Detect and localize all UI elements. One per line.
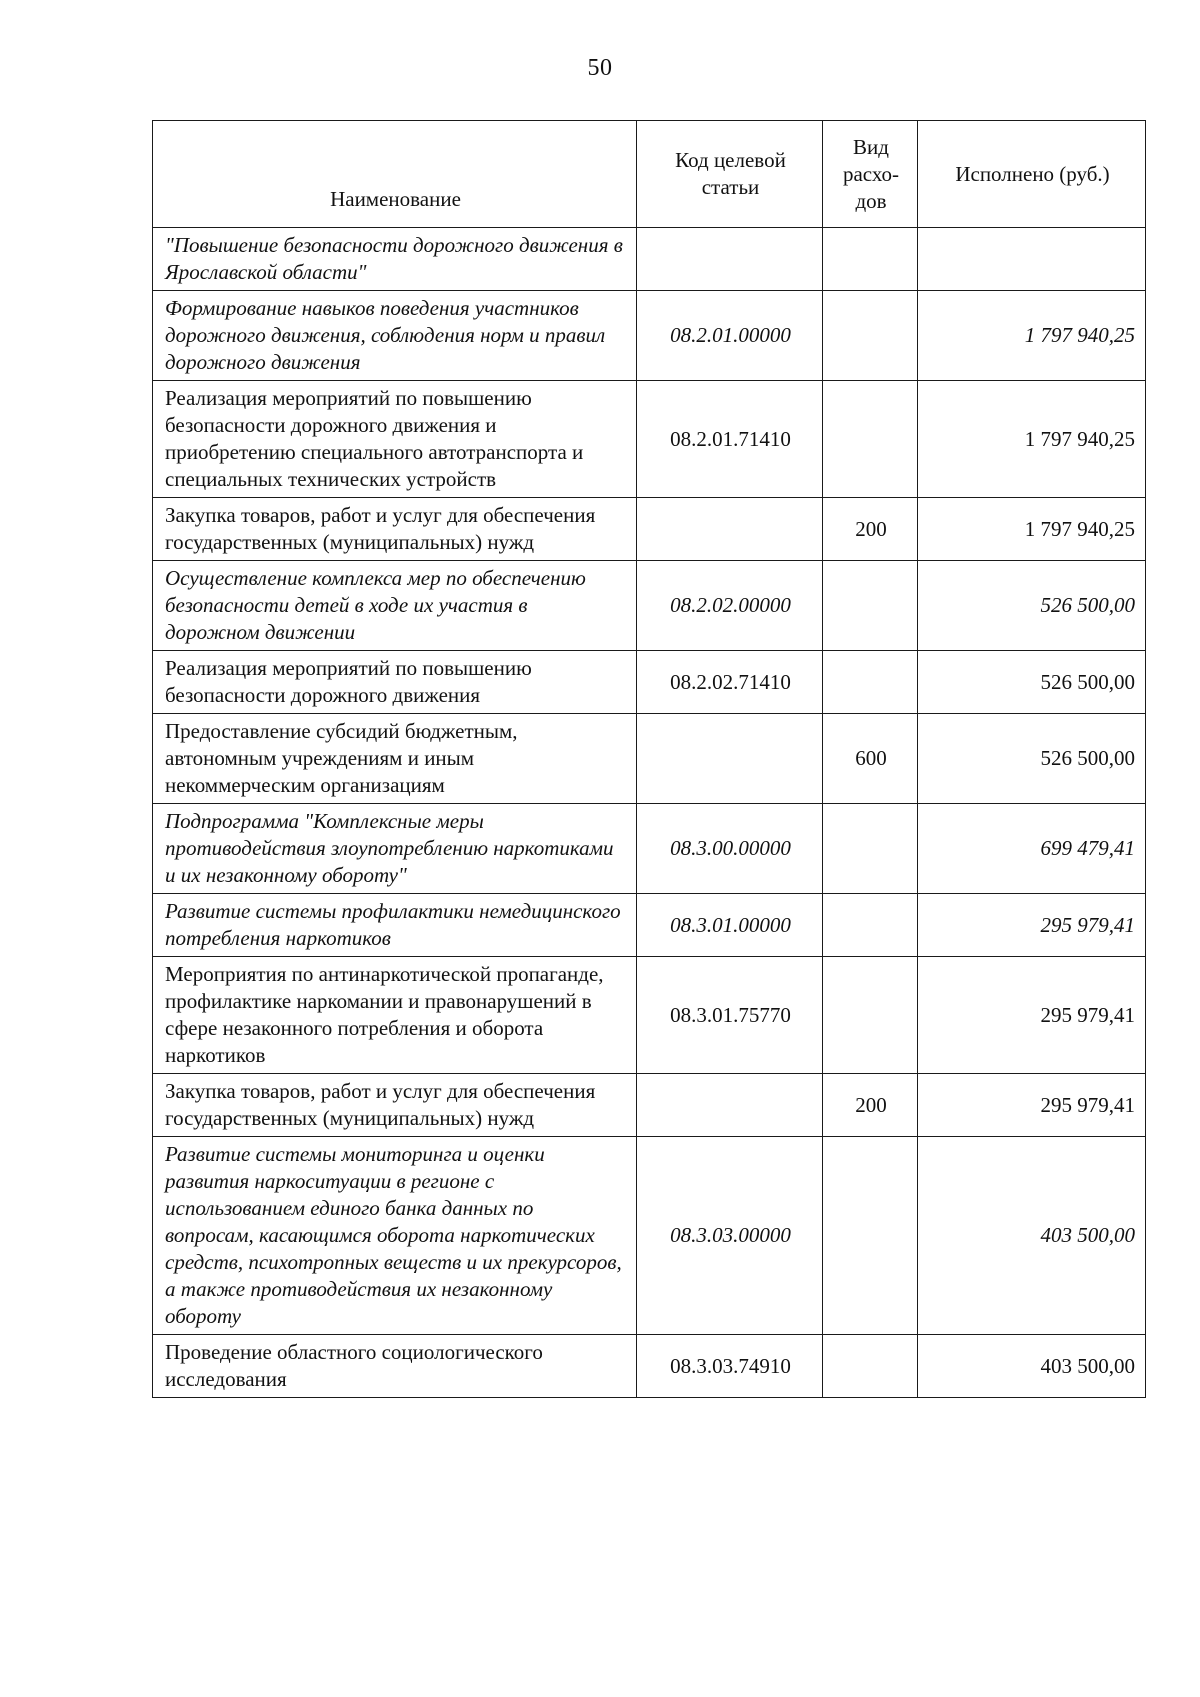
row-amount-cell: 526 500,00	[918, 561, 1146, 651]
row-name-cell: Закупка товаров, работ и услуг для обеспечения государственных (муниципальных) нужд	[153, 498, 637, 561]
row-code-cell	[637, 228, 823, 291]
table-row	[153, 714, 1146, 804]
table-row	[153, 498, 1146, 561]
row-amount-cell: 295 979,41	[918, 894, 1146, 957]
row-type-cell	[823, 894, 918, 957]
row-amount-cell: 1 797 940,25	[918, 291, 1146, 381]
header-code: Код целевой статьи	[637, 121, 823, 228]
table-row	[153, 1074, 1146, 1137]
table-row	[153, 381, 1146, 498]
row-amount-cell: 1 797 940,25	[918, 381, 1146, 498]
row-code-cell	[637, 714, 823, 804]
row-code-cell	[637, 498, 823, 561]
row-amount-cell: 295 979,41	[918, 957, 1146, 1074]
row-type-cell	[823, 651, 918, 714]
table-row	[153, 228, 1146, 291]
row-name-cell: Подпрограмма "Комплексные меры противодействия злоупотреблению наркотиками и их незаконному обороту"	[153, 804, 637, 894]
row-amount-cell: 526 500,00	[918, 714, 1146, 804]
row-code-cell: 08.2.02.71410	[637, 651, 823, 714]
row-type-cell	[823, 1335, 918, 1398]
row-name-cell: "Повышение безопасности дорожного движения в Ярославской области"	[153, 228, 637, 291]
row-amount-cell: 403 500,00	[918, 1335, 1146, 1398]
row-code-cell: 08.3.00.00000	[637, 804, 823, 894]
row-code-cell: 08.2.02.00000	[637, 561, 823, 651]
row-amount-cell: 403 500,00	[918, 1137, 1146, 1335]
table-row	[153, 1137, 1146, 1335]
row-name-cell: Развитие системы профилактики немедицинского потребления наркотиков	[153, 894, 637, 957]
row-type-cell: 600	[823, 714, 918, 804]
row-type-cell	[823, 291, 918, 381]
row-type-cell	[823, 561, 918, 651]
row-type-cell	[823, 381, 918, 498]
row-type-cell	[823, 804, 918, 894]
row-type-cell	[823, 1137, 918, 1335]
table-row	[153, 1335, 1146, 1398]
table-header-row	[153, 121, 1146, 228]
row-code-cell: 08.3.03.00000	[637, 1137, 823, 1335]
row-code-cell: 08.3.01.00000	[637, 894, 823, 957]
row-type-cell: 200	[823, 498, 918, 561]
header-name: Наименование	[153, 121, 637, 228]
table-row	[153, 651, 1146, 714]
row-type-cell: 200	[823, 1074, 918, 1137]
row-name-cell: Предоставление субсидий бюджетным, автономным учреждениям и иным некоммерческим организациям	[153, 714, 637, 804]
row-code-cell: 08.2.01.71410	[637, 381, 823, 498]
row-name-cell: Реализация мероприятий по повышению безопасности дорожного движения и приобретению специального автотранспорта и специальных технических устройств	[153, 381, 637, 498]
header-type: Вид расхо-дов	[823, 121, 918, 228]
row-name-cell: Мероприятия по антинаркотической пропаганде, профилактике наркомании и правонарушений в сфере незаконного потребления и оборота наркотиков	[153, 957, 637, 1074]
row-code-cell	[637, 1074, 823, 1137]
row-amount-cell	[918, 228, 1146, 291]
row-code-cell: 08.3.01.75770	[637, 957, 823, 1074]
row-name-cell: Формирование навыков поведения участников дорожного движения, соблюдения норм и правил дорожного движения	[153, 291, 637, 381]
row-amount-cell: 526 500,00	[918, 651, 1146, 714]
row-name-cell: Закупка товаров, работ и услуг для обеспечения государственных (муниципальных) нужд	[153, 1074, 637, 1137]
row-code-cell: 08.2.01.00000	[637, 291, 823, 381]
table-row	[153, 291, 1146, 381]
table-row	[153, 957, 1146, 1074]
row-name-cell: Реализация мероприятий по повышению безопасности дорожного движения	[153, 651, 637, 714]
row-type-cell	[823, 228, 918, 291]
table-body	[153, 228, 1146, 1398]
row-name-cell: Проведение областного социологического исследования	[153, 1335, 637, 1398]
row-amount-cell: 295 979,41	[918, 1074, 1146, 1137]
table-row	[153, 804, 1146, 894]
row-amount-cell: 699 479,41	[918, 804, 1146, 894]
row-amount-cell: 1 797 940,25	[918, 498, 1146, 561]
row-type-cell	[823, 957, 918, 1074]
page-number: 50	[587, 55, 613, 81]
row-name-cell: Развитие системы мониторинга и оценки развития наркоситуации в регионе с использованием единого банка данных по вопросам, касающимся оборота наркотических средств, психотропных веществ и их прекурсоров, а также противодействия их незаконному обороту	[153, 1137, 637, 1335]
table-row	[153, 894, 1146, 957]
budget-table	[152, 120, 1146, 1398]
table-row	[153, 561, 1146, 651]
row-name-cell: Осуществление комплекса мер по обеспечению безопасности детей в ходе их участия в дорожном движении	[153, 561, 637, 651]
row-code-cell: 08.3.03.74910	[637, 1335, 823, 1398]
header-amount: Исполнено (руб.)	[918, 121, 1146, 228]
